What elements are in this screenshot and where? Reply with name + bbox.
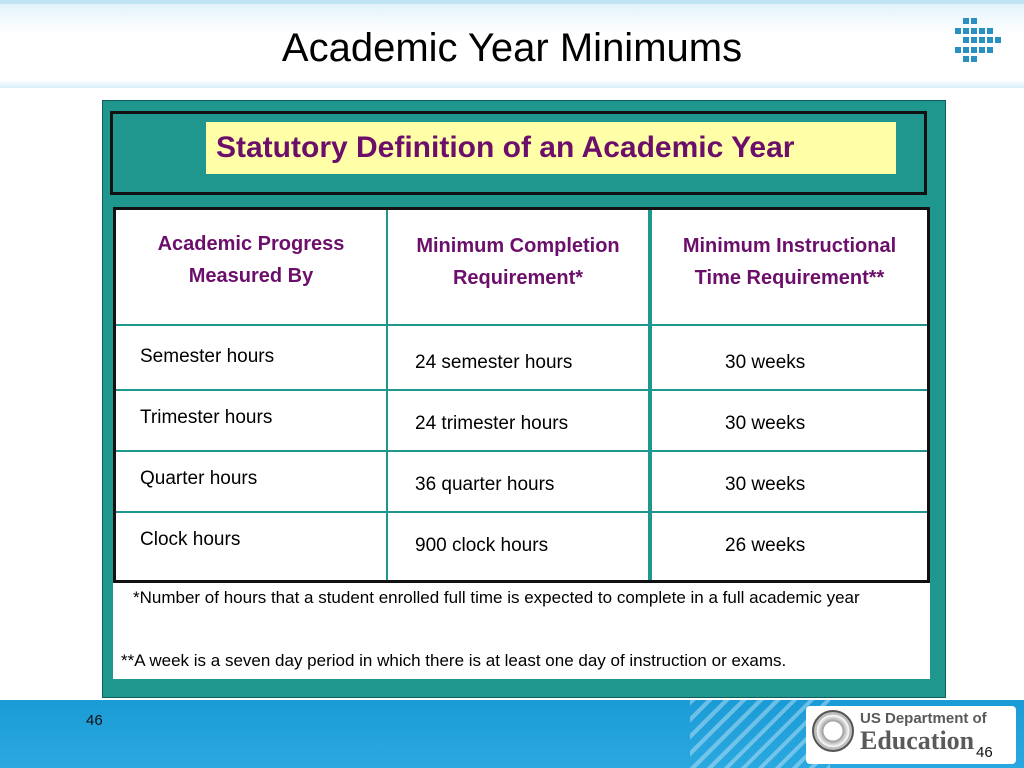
row-time-text: 30 weeks bbox=[725, 413, 806, 434]
row-completion-text: 24 semester hours bbox=[415, 352, 573, 373]
header-completion-text: Minimum Completion Requirement* bbox=[416, 235, 620, 289]
row-completion-text: 900 clock hours bbox=[415, 535, 549, 556]
footnotes bbox=[113, 583, 930, 679]
table-row-cell-measure bbox=[116, 391, 386, 450]
statutory-definition-heading: Statutory Definition of an Academic Year bbox=[206, 122, 896, 174]
row-completion-text: 36 quarter hours bbox=[415, 474, 555, 495]
table-row-cell-time bbox=[652, 326, 927, 389]
seal-icon bbox=[812, 710, 854, 752]
table-row-cell-completion bbox=[388, 326, 648, 389]
table-row-cell-completion bbox=[388, 452, 648, 511]
logo-line-education: Education bbox=[860, 726, 975, 755]
row-measure-text: Quarter hours bbox=[140, 468, 258, 489]
table-row-cell-time bbox=[652, 452, 927, 511]
row-completion-text: 24 trimester hours bbox=[415, 413, 569, 434]
table-row-cell-measure bbox=[116, 326, 386, 389]
table-row-cell-completion bbox=[388, 513, 648, 580]
header-time-text: Minimum Instructional Time Requirement** bbox=[682, 235, 897, 289]
table-row-cell-time bbox=[652, 391, 927, 450]
academic-year-table bbox=[113, 207, 930, 583]
row-measure-text: Semester hours bbox=[140, 346, 275, 367]
footnote-week: **A week is a seven day period in which there is at least one day of instruction or exams. bbox=[121, 651, 787, 670]
header-measure-text: Academic Progress Measured By bbox=[157, 233, 345, 287]
table-row-cell-completion bbox=[388, 391, 648, 450]
header-cell-time bbox=[652, 210, 927, 324]
table-row-cell-time bbox=[652, 513, 927, 580]
header-cell-completion bbox=[388, 210, 648, 324]
slide-title: Academic Year Minimums bbox=[281, 26, 743, 70]
row-measure-text: Trimester hours bbox=[140, 407, 273, 428]
row-measure-text: Clock hours bbox=[140, 529, 241, 550]
row-time-text: 30 weeks bbox=[725, 352, 806, 373]
logo-line-department: US Department of bbox=[860, 710, 987, 727]
table-row-cell-measure bbox=[116, 452, 386, 511]
dots-logo-icon bbox=[955, 18, 1003, 64]
header-cell-measure bbox=[116, 210, 386, 324]
footnote-completion: *Number of hours that a student enrolled full time is expected to complete in a full academic year bbox=[133, 588, 860, 607]
table-row-cell-measure bbox=[116, 513, 386, 580]
row-time-text: 30 weeks bbox=[725, 474, 806, 495]
footer-page-number: 46 bbox=[976, 744, 993, 761]
row-time-text: 26 weeks bbox=[725, 535, 806, 556]
page-number: 46 bbox=[86, 712, 103, 729]
